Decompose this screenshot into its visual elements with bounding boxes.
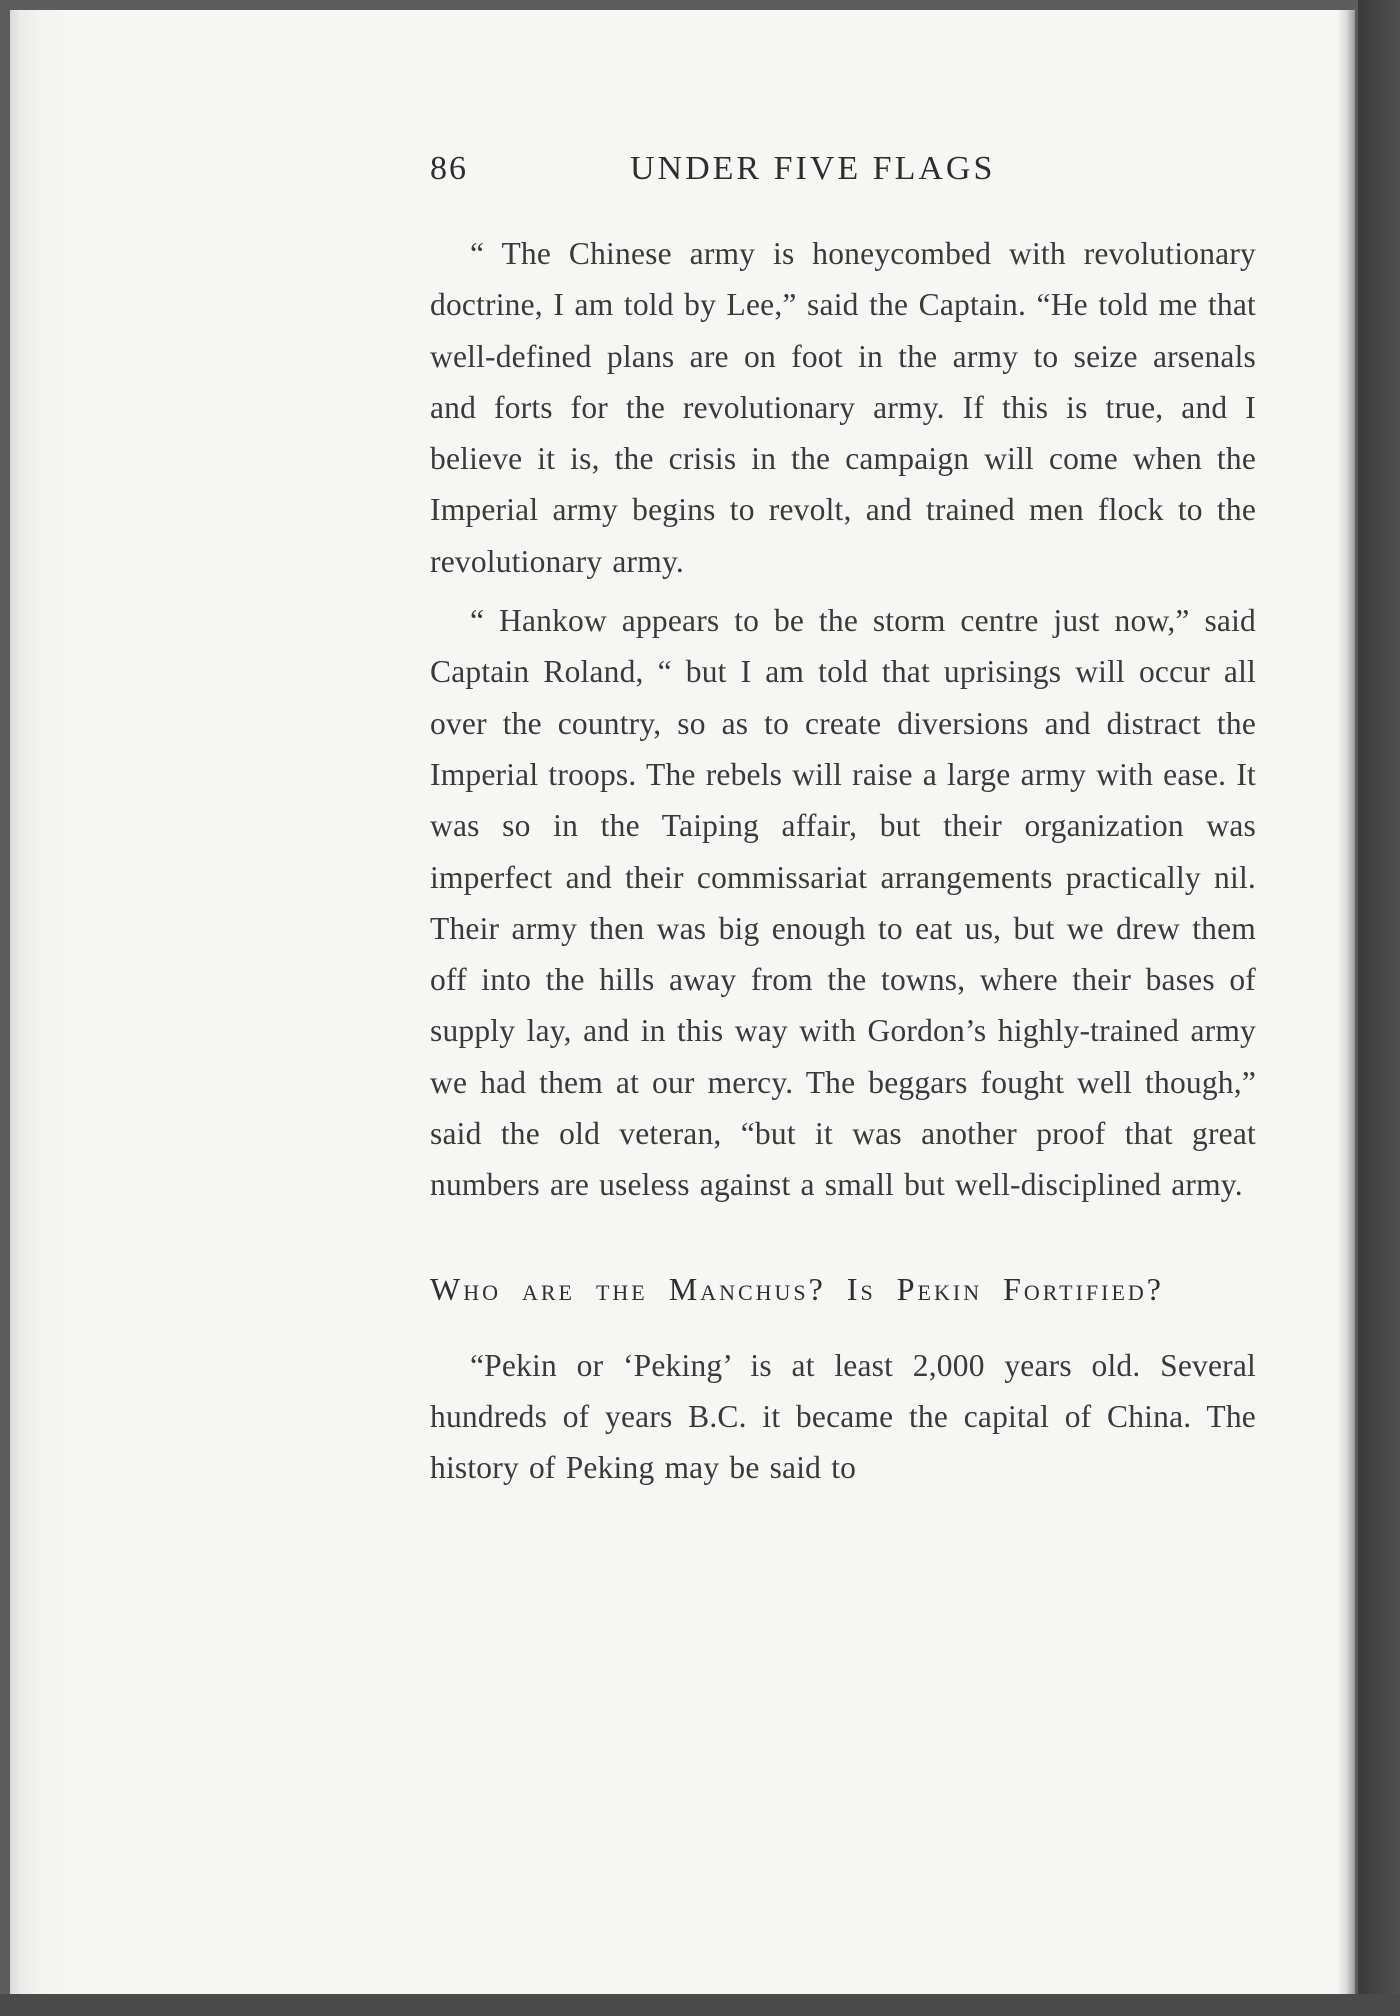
page-gutter-shadow <box>10 10 70 1995</box>
book-page <box>10 10 1355 1995</box>
paragraph-hankow-storm-centre: “ Hankow appears to be the storm centre just now,” said Captain Roland, “ but I am told that uprisings will occur all over the country, so as to create diversions and distract the Imperial troops. The rebels will raise a large army with ease. It was so in the Taiping affair, but their organization was imperfect and their commissariat arrangements practically nil. Their army then was big enough to eat us, but we drew them off into the hills away from the towns, where their bases of supply lay, and in this way with Gordon’s highly-trained army we had them at our mercy. The beggars fought well though,” said the old veteran, “but it was another proof that great numbers are useless against a small but well-disciplined army. <box>430 603 1256 1203</box>
page-content <box>430 150 1256 1494</box>
page-number: 86 <box>430 150 468 187</box>
running-head <box>430 150 1256 200</box>
scan-border-right <box>1358 0 1400 2016</box>
page-edge-shadow <box>1337 10 1355 1995</box>
paragraph-pekin-history: “Pekin or ‘Peking’ is at least 2,000 years old. Several hundreds of years B.C. it became the capital of China. The history of Peking may be said to <box>430 1347 1256 1486</box>
section-heading: Who are the Manchus? Is Pekin Fortified? <box>430 1270 1164 1307</box>
running-title: UNDER FIVE FLAGS <box>630 150 996 187</box>
scan-border-bottom <box>0 1994 1400 2016</box>
paragraph-revolutionary-doctrine: “ The Chinese army is honeycombed with revolutionary doctrine, I am told by Lee,” said the Captain. “He told me that well-defined plans are on foot in the army to seize arsenals and forts for the revolutionary army. If this is true, and I believe it is, the crisis in the campaign will come when the Imperial army begins to revolt, and trained men flock to the revolutionary army. <box>430 236 1256 579</box>
